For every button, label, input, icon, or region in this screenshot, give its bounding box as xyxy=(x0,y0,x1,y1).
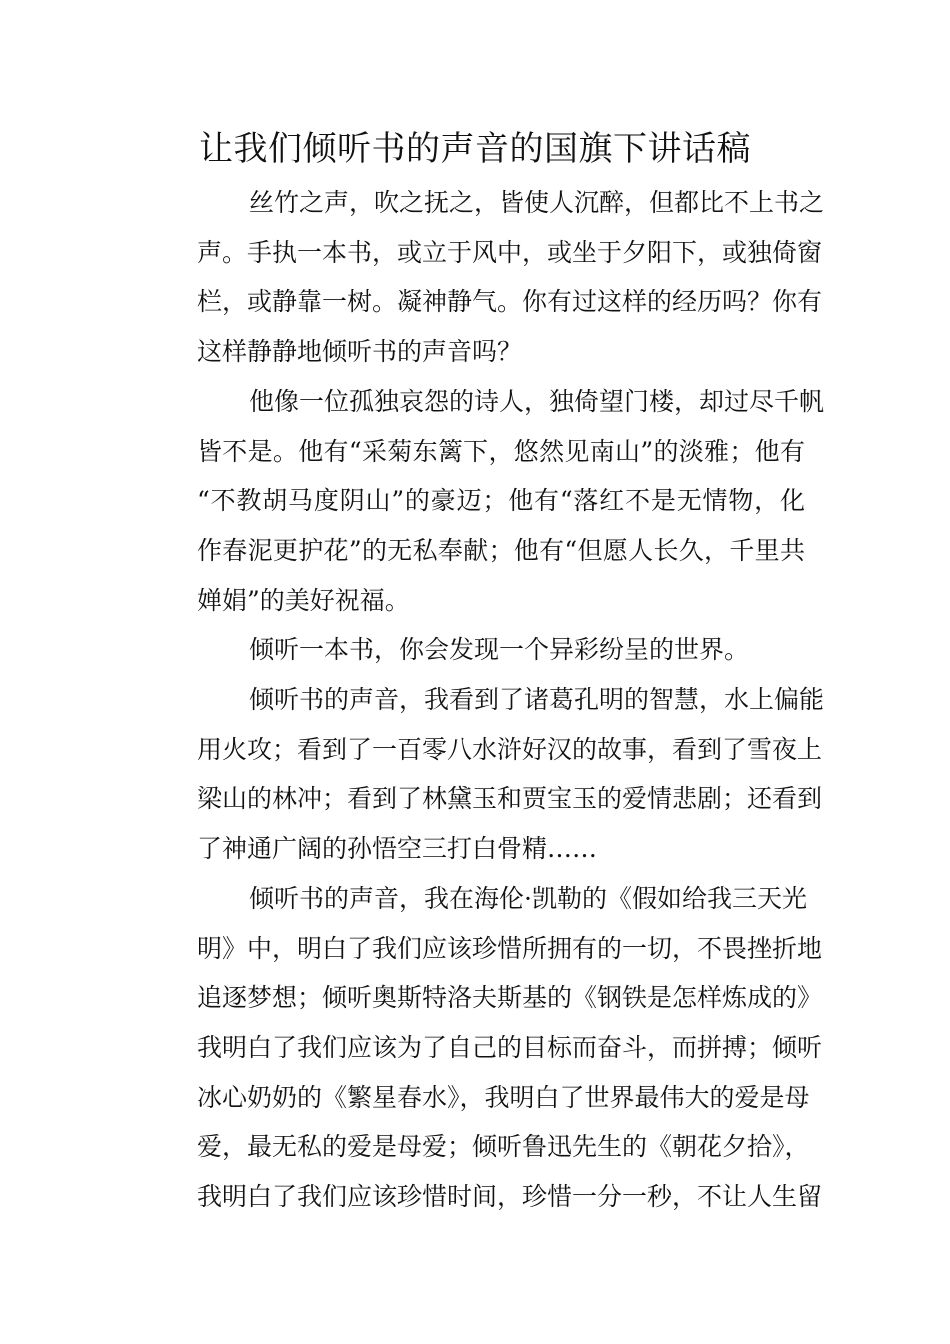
paragraph-1 xyxy=(145,178,825,377)
paragraph-line: 我明白了我们应该为了自己的目标而奋斗，而拼搏；倾听 xyxy=(197,1032,823,1062)
paragraph-line: 梁山的林冲；看到了林黛玉和贾宝玉的爱情悲剧；还看到 xyxy=(197,784,823,814)
paragraph-line: 倾听书的声音，我在海伦·凯勒的《假如给我三天光 xyxy=(249,883,807,913)
page-title: 让我们倾听书的声音的国旗下讲话稿 xyxy=(199,129,751,169)
paragraph-line: 用火攻；看到了一百零八水浒好汉的故事，看到了雪夜上 xyxy=(197,734,823,764)
paragraph-2 xyxy=(145,377,825,626)
paragraph-line: “不教胡马度阴山”的豪迈；他有“落红不是无情物，化 xyxy=(197,486,805,516)
paragraph-3 xyxy=(145,625,805,675)
paragraph-line: 追逐梦想；倾听奥斯特洛夫斯基的《钢铁是怎样炼成的》 xyxy=(197,983,823,1013)
paragraph-line: 倾听书的声音，我看到了诸葛孔明的智慧，水上偏能 xyxy=(249,685,825,715)
paragraph-line: 作春泥更护花”的无私奉献；他有“但愿人长久，千里共 xyxy=(197,535,805,565)
paragraph-line: 我明白了我们应该珍惜时间，珍惜一分一秒，不让人生留 xyxy=(197,1182,823,1212)
paragraph-line: 丝竹之声，吹之抚之，皆使人沉醉，但都比不上书之 xyxy=(249,188,825,217)
paragraph-line: 皆不是。他有“采菊东篱下，悠然见南山”的淡雅；他有 xyxy=(197,436,805,466)
paragraph-4 xyxy=(145,675,825,874)
paragraph-line: 声。手执一本书，或立于风中，或坐于夕阳下，或独倚窗 xyxy=(197,237,823,267)
paragraph-line: 他像一位孤独哀怨的诗人，独倚望门楼，却过尽千帆 xyxy=(249,386,825,416)
paragraph-line: 明》中，明白了我们应该珍惜所拥有的一切，不畏挫折地 xyxy=(197,933,823,963)
paragraph-line: 婵娟”的美好祝福。 xyxy=(197,585,410,615)
paragraph-line: 这样静静地倾听书的声音吗？ xyxy=(197,337,523,367)
paragraph-line: 倾听一本书，你会发现一个异彩纷呈的世界。 xyxy=(249,635,750,665)
document-body xyxy=(145,178,825,1222)
paragraph-line: 爱，最无私的爱是母爱；倾听鲁迅先生的《朝花夕拾》， xyxy=(197,1132,810,1162)
paragraph-line: 栏，或静靠一树。凝神静气。你有过这样的经历吗？你有 xyxy=(197,287,823,317)
paragraph-line: 了神通广阔的孙悟空三打白骨精…… xyxy=(197,834,598,864)
paragraph-line: 冰心奶奶的《繁星春水》，我明白了世界最伟大的爱是母 xyxy=(197,1082,810,1112)
paragraph-5 xyxy=(145,874,823,1222)
